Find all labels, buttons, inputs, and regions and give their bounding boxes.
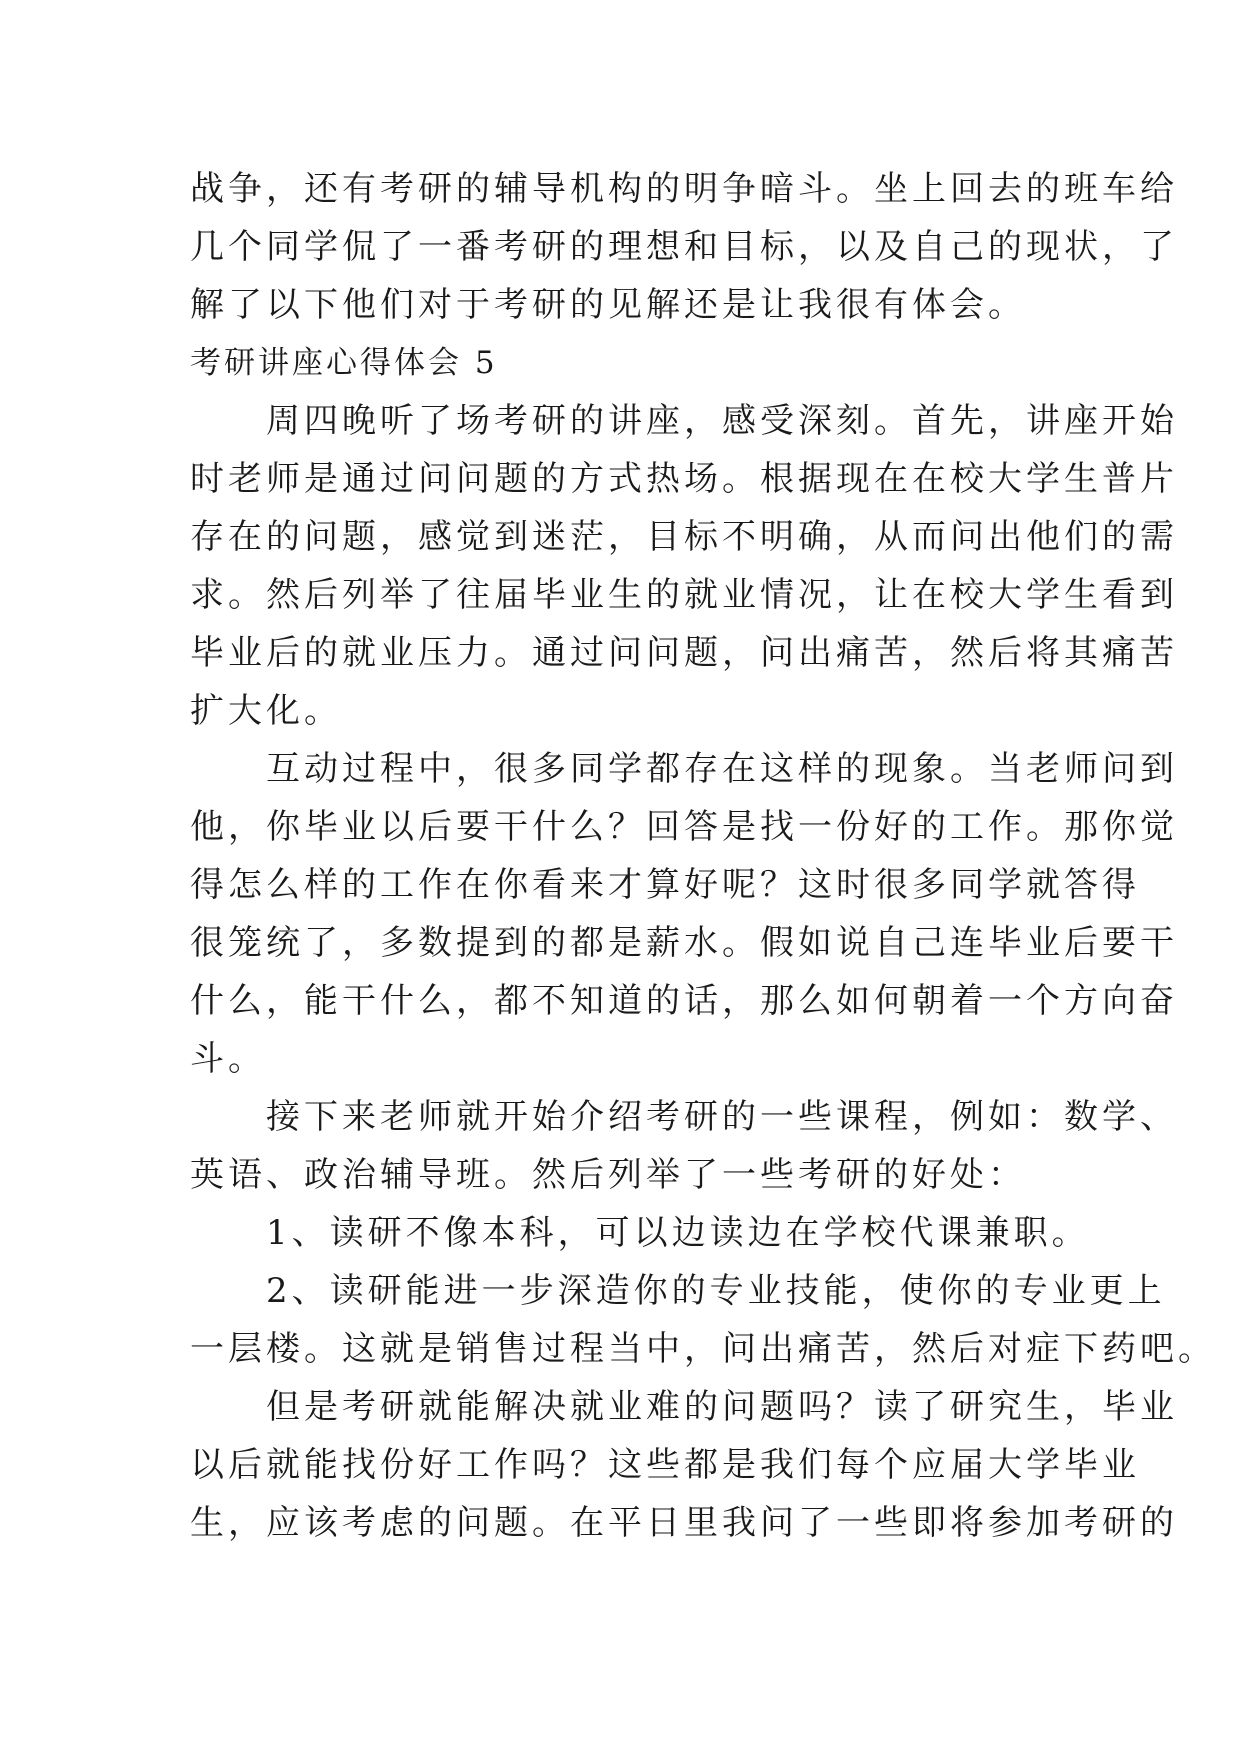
text-line: 时老师是通过问问题的方式热场。根据现在在校大学生普片: [190, 459, 1178, 499]
heading-text: 考研讲座心得体会 5: [190, 345, 498, 381]
text-line: 战争，还有考研的辅导机构的明争暗斗。坐上回去的班车给: [190, 169, 1178, 209]
paragraph: [190, 1088, 1178, 1204]
paragraph: [190, 392, 1178, 740]
text-line: 很笼统了，多数提到的都是薪水。假如说自己连毕业后要干: [190, 923, 1178, 963]
text-line: 互动过程中，很多同学都存在这样的现象。当老师问到: [190, 749, 1178, 789]
text-line: 一层楼。这就是销售过程当中，问出痛苦，然后对症下药吧。: [190, 1329, 1216, 1369]
text-line: 2、读研能进一步深造你的专业技能，使你的专业更上: [190, 1271, 1166, 1311]
text-line: 存在的问题，感觉到迷茫，目标不明确，从而问出他们的需: [190, 517, 1178, 557]
section-heading: [190, 334, 1070, 392]
text-line: 以后就能找份好工作吗？这些都是我们每个应届大学毕业: [190, 1445, 1140, 1485]
text-line: 斗。: [190, 1039, 266, 1079]
paragraph: [190, 1378, 1178, 1552]
paragraph: [190, 160, 1178, 334]
text-line: 英语、政治辅导班。然后列举了一些考研的好处：: [190, 1155, 1026, 1195]
list-item: [190, 1262, 1216, 1378]
text-line: 求。然后列举了往届毕业生的就业情况，让在校大学生看到: [190, 575, 1178, 615]
document-body: [190, 160, 1216, 1552]
text-line: 周四晚听了场考研的讲座，感受深刻。首先，讲座开始: [190, 401, 1178, 441]
text-line: 解了以下他们对于考研的见解还是让我很有体会。: [190, 285, 1026, 325]
text-line: 生，应该考虑的问题。在平日里我问了一些即将参加考研的: [190, 1503, 1178, 1543]
text-line: 毕业后的就业压力。通过问问题，问出痛苦，然后将其痛苦: [190, 633, 1178, 673]
paragraph: [190, 740, 1178, 1088]
text-line: 1、读研不像本科，可以边读边在学校代课兼职。: [190, 1213, 1090, 1253]
text-line: 但是考研就能解决就业难的问题吗？读了研究生，毕业: [190, 1387, 1178, 1427]
list-item: [190, 1204, 1090, 1262]
text-line: 几个同学侃了一番考研的理想和目标，以及自己的现状，了: [190, 227, 1178, 267]
text-line: 他，你毕业以后要干什么？回答是找一份好的工作。那你觉: [190, 807, 1178, 847]
text-line: 接下来老师就开始介绍考研的一些课程，例如：数学、: [190, 1097, 1178, 1137]
text-line: 扩大化。: [190, 691, 342, 731]
text-line: 得怎么样的工作在你看来才算好呢？这时很多同学就答得: [190, 865, 1140, 905]
text-line: 什么，能干什么，都不知道的话，那么如何朝着一个方向奋: [190, 981, 1178, 1021]
